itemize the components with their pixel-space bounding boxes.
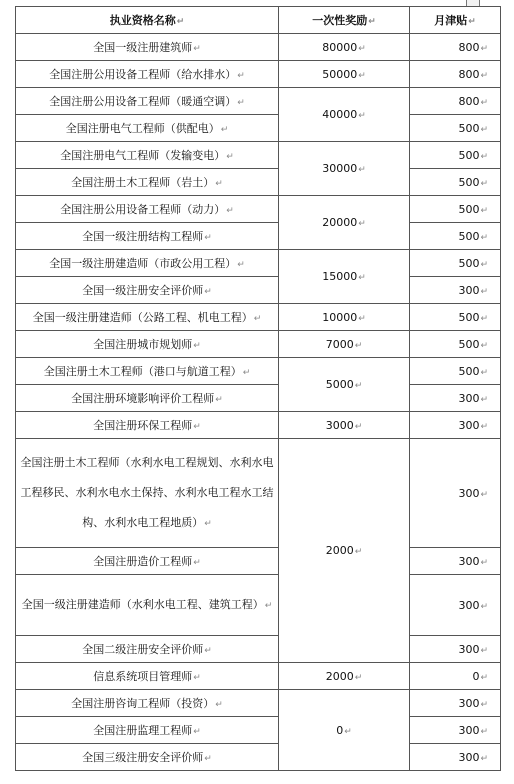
one-time-award-value: 2000 — [325, 669, 354, 683]
qualification-name-cell — [16, 223, 279, 250]
table-row — [16, 277, 501, 304]
table-row — [16, 548, 501, 575]
qualification-name-cell — [16, 169, 279, 196]
paragraph-mark: ↵ — [226, 206, 234, 216]
paragraph-mark: ↵ — [193, 673, 201, 683]
monthly-allowance-cell — [410, 439, 501, 548]
paragraph-mark: ↵ — [480, 394, 488, 405]
monthly-allowance-value: 300 — [458, 391, 480, 405]
paragraph-mark: ↵ — [480, 421, 488, 432]
paragraph-mark: ↵ — [480, 340, 488, 351]
qualification-name-text: 全国注册公用设备工程师（动力） — [60, 203, 226, 216]
one-time-award-cell — [279, 331, 410, 358]
qualification-name-text: 全国一级注册结构工程师 — [82, 230, 204, 243]
monthly-allowance-value: 500 — [458, 121, 480, 135]
header-one-time-award: 一次性奖励↵ — [279, 7, 410, 34]
paragraph-mark: ↵ — [237, 260, 245, 270]
table-row — [16, 223, 501, 250]
qualification-name-text: 全国注册环保工程师 — [93, 419, 193, 432]
header-monthly-allowance: 月津贴↵ — [410, 7, 501, 34]
qualification-name-text: 全国一级注册安全评价师 — [82, 284, 204, 297]
table-row — [16, 331, 501, 358]
qualification-name-cell — [16, 115, 279, 142]
monthly-allowance-cell — [410, 690, 501, 717]
monthly-allowance-value: 500 — [458, 364, 480, 378]
paragraph-mark: ↵ — [237, 98, 245, 108]
one-time-award-cell — [279, 439, 410, 663]
paragraph-mark: ↵ — [358, 43, 366, 54]
monthly-allowance-cell — [410, 142, 501, 169]
one-time-award-value: 3000 — [325, 418, 354, 432]
table-row — [16, 358, 501, 385]
paragraph-mark: ↵ — [193, 422, 201, 432]
paragraph-mark: ↵ — [354, 421, 363, 432]
qualification-name-cell — [16, 34, 279, 61]
paragraph-mark: ↵ — [242, 368, 251, 378]
qualification-name-cell — [16, 575, 279, 636]
monthly-allowance-value: 300 — [458, 750, 480, 764]
qualification-name-text: 全国注册土木工程师（水利水电工程规划、水利水电工程移民、水利水电水土保持、水利水电工程水工结构、水利水电工程地质） — [20, 455, 274, 529]
monthly-allowance-cell — [410, 223, 501, 250]
table-row — [16, 575, 501, 636]
paragraph-mark: ↵ — [253, 314, 262, 324]
paragraph-mark: ↵ — [220, 125, 229, 135]
monthly-allowance-value: 300 — [458, 598, 480, 612]
one-time-award-cell — [279, 34, 410, 61]
paragraph-mark: ↵ — [480, 645, 488, 656]
monthly-allowance-cell — [410, 385, 501, 412]
monthly-allowance-cell — [410, 115, 501, 142]
table-row — [16, 304, 501, 331]
paragraph-mark: ↵ — [480, 70, 488, 81]
monthly-allowance-value: 300 — [458, 283, 480, 297]
paragraph-mark: ↵ — [344, 726, 352, 737]
monthly-allowance-cell — [410, 548, 501, 575]
qualification-name-text: 全国注册电气工程师（发输变电） — [60, 149, 226, 162]
monthly-allowance-cell — [410, 250, 501, 277]
one-time-award-value: 7000 — [325, 337, 354, 351]
one-time-award-cell — [279, 412, 410, 439]
qualification-name-text: 全国二级注册安全评价师 — [82, 643, 204, 656]
monthly-allowance-cell — [410, 358, 501, 385]
monthly-allowance-cell — [410, 196, 501, 223]
qualification-name-cell — [16, 439, 279, 548]
one-time-award-value: 50000 — [322, 67, 358, 81]
monthly-allowance-cell — [410, 744, 501, 771]
paragraph-mark: ↵ — [480, 489, 488, 500]
qualification-name-cell — [16, 331, 279, 358]
monthly-allowance-value: 300 — [458, 723, 480, 737]
monthly-allowance-value: 500 — [458, 202, 480, 216]
monthly-allowance-cell — [410, 34, 501, 61]
monthly-allowance-value: 300 — [458, 696, 480, 710]
paragraph-mark: ↵ — [193, 727, 201, 737]
paragraph-mark: ↵ — [358, 111, 366, 121]
qualification-name-cell — [16, 636, 279, 663]
qualification-name-cell — [16, 690, 279, 717]
table-row — [16, 250, 501, 277]
paragraph-mark: ↵ — [237, 71, 245, 81]
qualification-name-cell — [16, 385, 279, 412]
one-time-award-cell — [279, 196, 410, 250]
one-time-award-cell — [279, 61, 410, 88]
paragraph-mark: ↵ — [204, 646, 212, 656]
table-row — [16, 142, 501, 169]
paragraph-mark: ↵ — [480, 124, 488, 135]
one-time-award-cell — [279, 250, 410, 304]
one-time-award-cell — [279, 142, 410, 196]
paragraph-mark: ↵ — [204, 287, 212, 297]
monthly-allowance-cell — [410, 412, 501, 439]
paragraph-mark: ↵ — [354, 381, 363, 391]
table-header-row — [16, 7, 501, 34]
qualification-name-cell — [16, 548, 279, 575]
qualification-name-text: 全国注册监理工程师 — [93, 724, 193, 737]
monthly-allowance-value: 300 — [458, 418, 480, 432]
table-row — [16, 717, 501, 744]
paragraph-mark: ↵ — [480, 672, 488, 683]
table-row — [16, 439, 501, 548]
monthly-allowance-cell — [410, 663, 501, 690]
table-row — [16, 690, 501, 717]
monthly-allowance-cell — [410, 277, 501, 304]
qualification-name-text: 全国一级注册建造师（公路工程、机电工程） — [32, 311, 253, 324]
paragraph-mark: ↵ — [480, 232, 488, 243]
monthly-allowance-value: 500 — [458, 310, 480, 324]
paragraph-mark: ↵ — [354, 340, 363, 351]
table-row — [16, 385, 501, 412]
qualification-name-text: 全国注册土木工程师（岩土） — [71, 176, 215, 189]
qualification-name-text: 全国注册电气工程师（供配电） — [65, 122, 220, 135]
one-time-award-value: 20000 — [322, 216, 358, 229]
paragraph-mark: ↵ — [480, 286, 488, 297]
qualification-name-cell — [16, 277, 279, 304]
one-time-award-value: 2000 — [325, 544, 354, 557]
paragraph-mark: ↵ — [354, 672, 363, 683]
monthly-allowance-value: 800 — [458, 94, 480, 108]
one-time-award-cell — [279, 663, 410, 690]
monthly-allowance-value: 500 — [458, 256, 480, 270]
one-time-award-cell — [279, 358, 410, 412]
one-time-award-value: 40000 — [322, 108, 358, 121]
one-time-award-value: 15000 — [322, 270, 358, 283]
paragraph-mark: ↵ — [358, 219, 366, 229]
qualification-name-text: 全国一级注册建筑师 — [93, 41, 193, 54]
table-row — [16, 636, 501, 663]
qualification-name-text: 全国三级注册安全评价师 — [82, 751, 204, 764]
monthly-allowance-value: 300 — [458, 642, 480, 656]
table-row — [16, 88, 501, 115]
monthly-allowance-cell — [410, 61, 501, 88]
paragraph-mark: ↵ — [358, 273, 366, 283]
paragraph-mark: ↵ — [204, 754, 212, 764]
qualification-name-cell — [16, 61, 279, 88]
qualification-name-cell — [16, 358, 279, 385]
qualification-name-cell — [16, 744, 279, 771]
qualification-name-text: 全国注册造价工程师 — [93, 555, 193, 568]
paragraph-mark: ↵ — [480, 699, 488, 710]
qualification-name-text: 全国注册公用设备工程师（暖通空调） — [49, 95, 237, 108]
monthly-allowance-cell — [410, 169, 501, 196]
qualification-name-cell — [16, 717, 279, 744]
qualification-name-text: 全国一级注册建造师（水利水电工程、建筑工程） — [21, 597, 264, 611]
monthly-allowance-value: 500 — [458, 337, 480, 351]
paragraph-mark: ↵ — [480, 557, 488, 568]
qualification-name-cell — [16, 88, 279, 115]
one-time-award-cell — [279, 88, 410, 142]
paragraph-mark: ↵ — [480, 151, 488, 162]
table-row — [16, 196, 501, 223]
paragraph-mark: ↵ — [480, 178, 488, 189]
paragraph-mark: ↵ — [480, 753, 488, 764]
paragraph-mark: ↵ — [204, 518, 212, 529]
table-row — [16, 169, 501, 196]
qualification-name-text: 全国注册土木工程师（港口与航道工程） — [43, 365, 242, 378]
table-row — [16, 663, 501, 690]
qualification-name-text: 全国一级注册建造师（市政公用工程） — [49, 257, 237, 270]
paragraph-mark: ↵ — [480, 259, 488, 270]
paragraph-mark: ↵ — [358, 165, 366, 175]
paragraph-mark: ↵ — [480, 313, 488, 324]
monthly-allowance-value: 800 — [458, 67, 480, 81]
qualification-name-cell — [16, 304, 279, 331]
paragraph-mark: ↵ — [480, 367, 488, 378]
qualification-name-cell — [16, 142, 279, 169]
paragraph-mark: ↵ — [226, 152, 234, 162]
qualification-name-cell — [16, 250, 279, 277]
qualification-award-table — [15, 6, 501, 771]
qualification-name-text: 全国注册公用设备工程师（给水排水） — [49, 68, 237, 81]
one-time-award-value: 10000 — [322, 310, 358, 324]
qualification-name-text: 全国注册城市规划师 — [93, 338, 193, 351]
paragraph-mark: ↵ — [215, 700, 223, 710]
monthly-allowance-cell — [410, 331, 501, 358]
monthly-allowance-value: 500 — [458, 148, 480, 162]
monthly-allowance-value: 800 — [458, 40, 480, 54]
paragraph-mark: ↵ — [215, 395, 223, 405]
monthly-allowance-value: 500 — [458, 229, 480, 243]
monthly-allowance-cell — [410, 304, 501, 331]
qualification-name-cell — [16, 663, 279, 690]
paragraph-mark: ↵ — [480, 601, 488, 612]
paragraph-mark: ↵ — [354, 547, 363, 557]
monthly-allowance-cell — [410, 88, 501, 115]
qualification-name-text: 全国注册咨询工程师（投资） — [71, 697, 215, 710]
one-time-award-cell — [279, 304, 410, 331]
table-row — [16, 412, 501, 439]
monthly-allowance-cell — [410, 636, 501, 663]
paragraph-mark: ↵ — [204, 233, 212, 243]
qualification-name-text: 信息系统项目管理师 — [93, 670, 193, 683]
table-row — [16, 61, 501, 88]
paragraph-mark: ↵ — [480, 97, 488, 108]
paragraph-mark: ↵ — [215, 179, 223, 189]
paragraph-mark: ↵ — [480, 43, 488, 54]
monthly-allowance-value: 0 — [472, 669, 480, 683]
paragraph-mark: ↵ — [480, 205, 488, 216]
qualification-name-cell — [16, 196, 279, 223]
paragraph-mark: ↵ — [193, 341, 201, 351]
paragraph-mark: ↵ — [264, 600, 273, 611]
paragraph-mark: ↵ — [193, 558, 201, 568]
one-time-award-cell — [279, 690, 410, 771]
monthly-allowance-cell — [410, 575, 501, 636]
monthly-allowance-value: 300 — [458, 486, 480, 500]
qualification-name-text: 全国注册环境影响评价工程师 — [71, 392, 215, 405]
one-time-award-value: 5000 — [325, 378, 354, 391]
monthly-allowance-value: 300 — [458, 554, 480, 568]
paragraph-mark: ↵ — [193, 44, 201, 54]
paragraph-mark: ↵ — [358, 313, 366, 324]
paragraph-mark: ↵ — [358, 70, 366, 81]
paragraph-mark: ↵ — [480, 726, 488, 737]
one-time-award-value: 0 — [336, 723, 344, 737]
one-time-award-value: 30000 — [322, 162, 358, 175]
qualification-name-cell — [16, 412, 279, 439]
table-row — [16, 115, 501, 142]
monthly-allowance-value: 500 — [458, 175, 480, 189]
header-qualification-name: 执业资格名称↵ — [16, 7, 279, 34]
table-row — [16, 34, 501, 61]
table-row — [16, 744, 501, 771]
one-time-award-value: 80000 — [322, 40, 358, 54]
monthly-allowance-cell — [410, 717, 501, 744]
